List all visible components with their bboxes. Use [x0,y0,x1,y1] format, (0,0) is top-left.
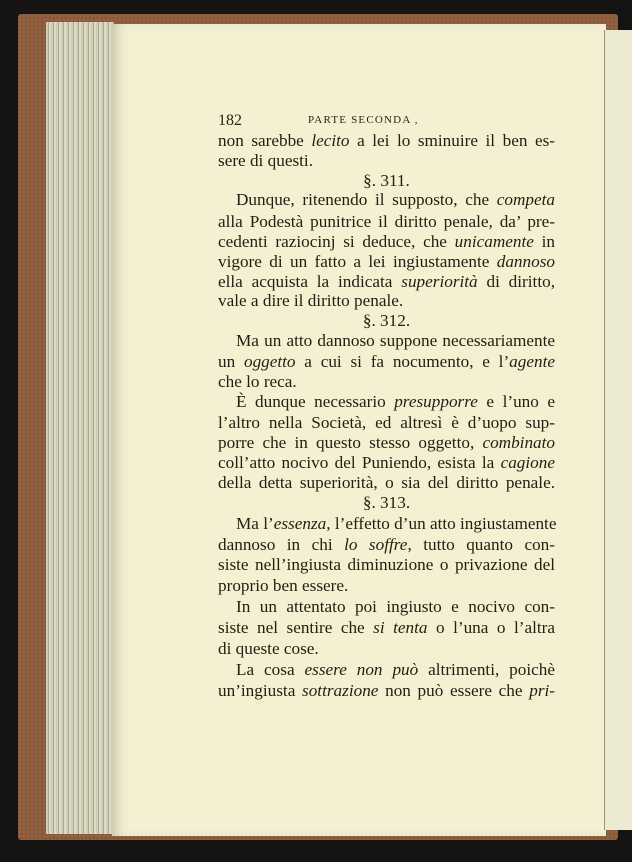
text-segment: vale a dire il diritto penale. [218,291,404,310]
text-segment: §. 312. [362,311,411,330]
text-line [218,151,555,171]
text-segment: coll’atto nocivo del Puniendo, esista la [218,453,501,472]
text-line [218,232,555,252]
text-segment: vigore di un fatto a lei ingiustamente [218,252,497,271]
section-heading [218,311,555,331]
text-segment: porre che in questo stesso oggetto, [218,433,483,452]
italic-text: cagione [500,453,555,472]
text-segment: sere di questi. [218,151,313,170]
text-line [218,453,555,473]
text-segment: proprio ben essere. [218,576,349,595]
italic-text: unicamente [454,232,534,251]
page-header [218,112,555,130]
text-line [218,639,555,659]
text-segment: che lo reca. [218,372,297,391]
italic-text: presupporre [394,392,478,411]
text-line [218,555,555,575]
text-line [218,352,555,372]
italic-text: essenza [273,514,327,533]
text-segment: e l’uno e [477,392,555,411]
text-segment: a lei lo sminuire il ben es- [349,131,555,150]
running-title: PARTE SECONDA , [308,114,419,126]
italic-text: si tenta [373,618,428,637]
section-heading [218,493,555,513]
text-line [236,597,555,617]
italic-text: pri- [529,681,555,700]
text-line [236,514,555,534]
text-line [218,413,555,433]
facing-page-edge [604,30,632,830]
italic-text: superiorità [401,272,478,291]
text-line [218,252,555,272]
text-line [218,372,555,392]
text-line [218,618,555,638]
text-segment: della detta superiorità, o sia del diritto penale. [218,473,555,492]
text-segment: non può essere che [378,681,530,700]
text-segment: un’ingiusta [218,681,303,700]
text-segment: , l’effetto d’un atto ingiustamente [326,514,557,533]
text-segment: siste nell’ingiusta diminuzione o privazione del [218,555,555,574]
text-segment: La cosa [236,660,305,679]
text-segment: , tutto quanto con- [407,535,555,554]
text-segment: di queste cose. [218,639,319,658]
italic-text: essere non può [304,660,419,679]
text-line [218,212,555,232]
text-line [218,576,555,596]
text-segment: dannoso in chi [218,535,345,554]
text-line [218,433,555,453]
text-segment: È dunque necessario [236,392,395,411]
italic-text: combinato [482,433,555,452]
text-segment: l’altro nella Società, ed altresì è d’uopo sup- [218,413,555,432]
page-edges [46,22,114,834]
text-line [218,131,555,151]
italic-text: dannoso [496,252,555,271]
section-heading [218,171,555,191]
italic-text: agente [509,352,555,371]
text-line [236,660,555,680]
italic-text: sottrazione [302,681,379,700]
text-segment: o l’una o l’altra [427,618,555,637]
text-segment: siste nel sentire che [218,618,374,637]
text-segment: di diritto, [477,272,555,291]
text-line [218,535,555,555]
text-line [218,272,555,292]
text-segment: §. 311. [363,171,410,190]
text-segment: Ma l’ [236,514,274,533]
text-segment: a cui si fa nocumento, e l’ [295,352,510,371]
text-segment: Ma un atto dannoso suppone necessariamente [236,331,555,350]
text-line [236,190,555,210]
italic-text: competa [496,190,555,209]
italic-text: lecito [311,131,350,150]
text-line [218,291,555,311]
text-segment: ella acquista la indicata [218,272,402,291]
text-segment: altrimenti, poichè [418,660,555,679]
text-segment: non sarebbe [218,131,312,150]
text-segment: Dunque, ritenendo il supposto, che [236,190,497,209]
text-line [218,681,555,701]
text-segment: §. 313. [362,493,411,512]
text-segment: alla Podestà punitrice il diritto penale, da’ pre- [218,212,555,231]
italic-text: oggetto [243,352,296,371]
text-segment: In un attentato poi ingiusto e nocivo con- [236,597,555,616]
text-line [236,392,555,412]
text-segment: in [533,232,556,251]
page-number: 182 [218,112,242,129]
italic-text: lo soffre [344,535,408,554]
text-segment: un [218,352,244,371]
text-line [236,331,555,351]
text-line [218,473,555,493]
text-segment: cedenti raziocinj si deduce, che [218,232,455,251]
